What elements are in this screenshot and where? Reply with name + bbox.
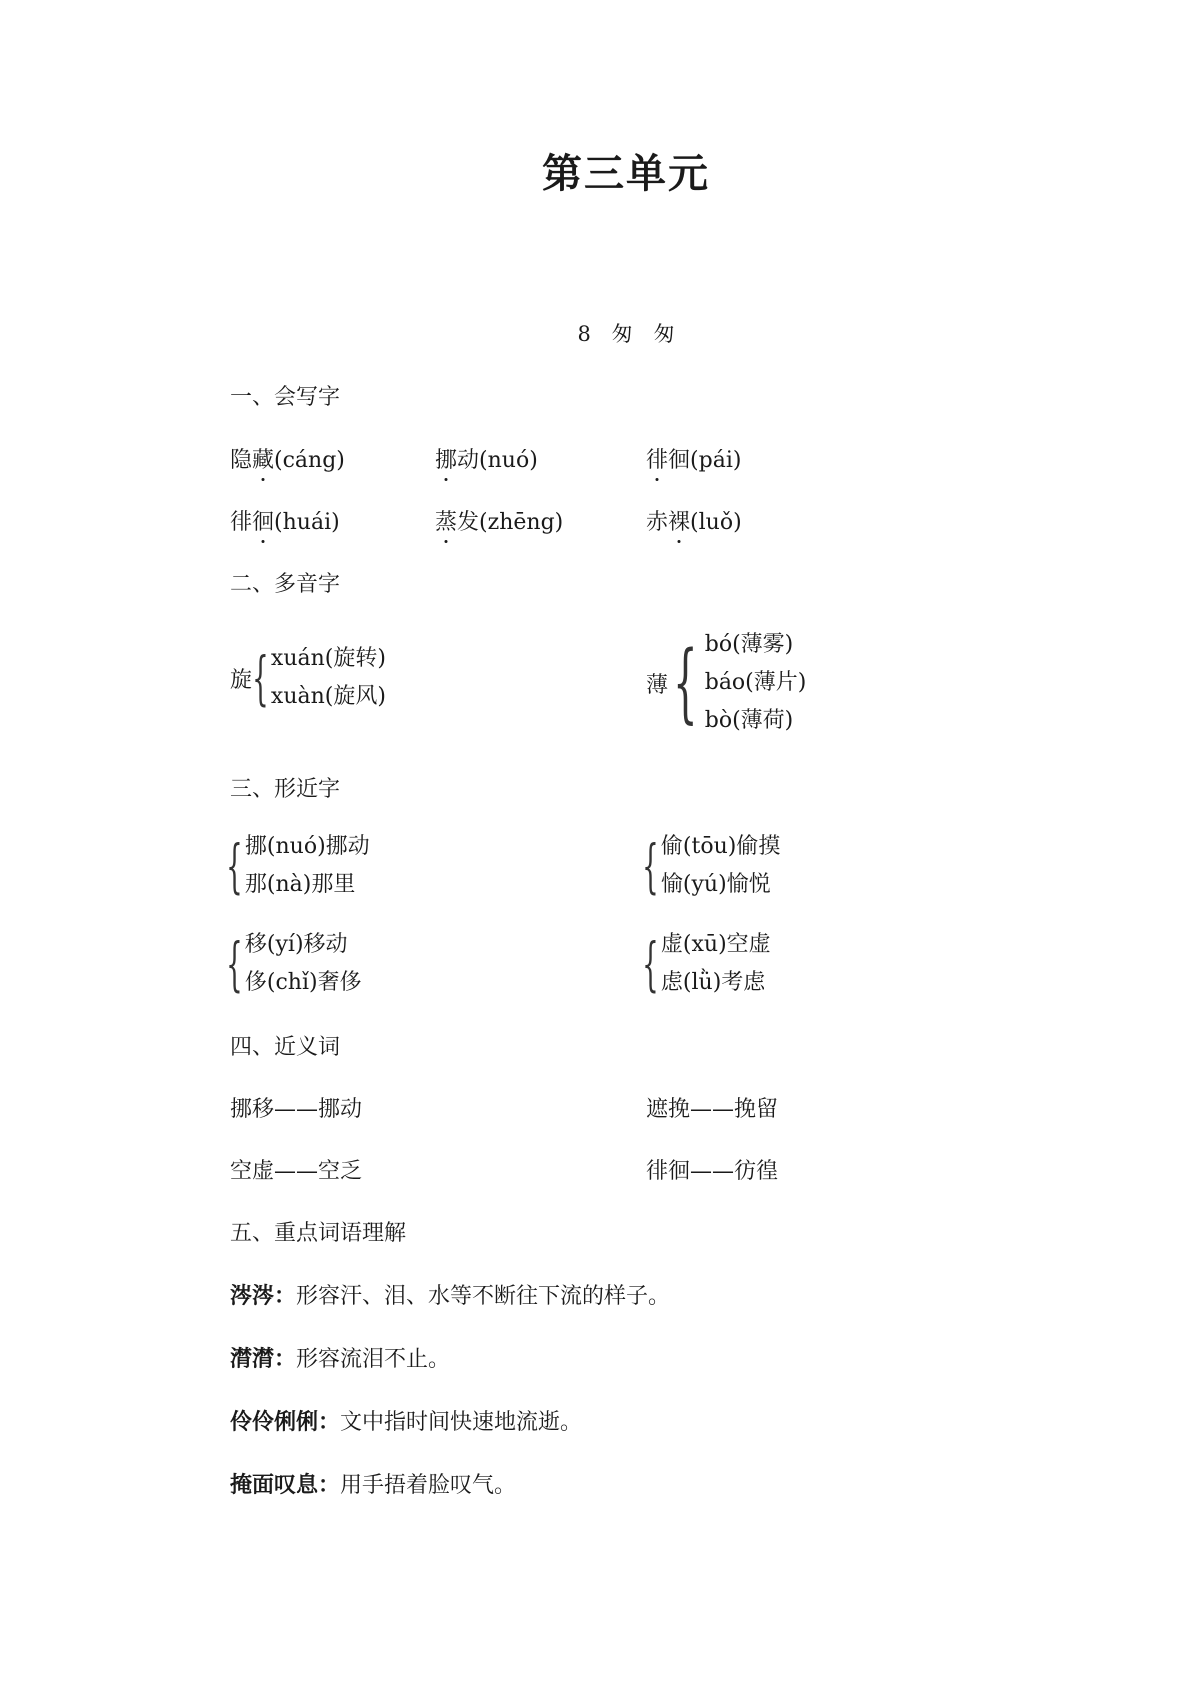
key-word-item: 潸潸：形容流泪不止。 <box>230 1347 451 1372</box>
similar-char-line: 愉(yú)愉悦 <box>660 872 771 897</box>
polyphone-group <box>230 640 386 716</box>
polyphone-reading: báo(薄片) <box>704 670 807 695</box>
similar-char-group <box>642 828 780 904</box>
similar-char-group <box>226 926 362 1002</box>
brace-icon: { <box>673 633 698 733</box>
brace-icon: { <box>226 832 243 900</box>
brace-icon: { <box>642 930 659 998</box>
section-heading-polyphones: 二、多音字 <box>230 572 341 597</box>
section-heading-key-words: 五、重点词语理解 <box>230 1221 407 1246</box>
lesson-title <box>0 318 1191 348</box>
similar-char-group <box>226 828 370 904</box>
unit-title: 第三单元 <box>542 151 710 197</box>
synonym-pair: 空虚——空乏 <box>230 1159 363 1184</box>
section-heading-similar-chars: 三、形近字 <box>230 777 341 802</box>
polyphone-char: 旋 <box>230 667 253 693</box>
key-word-item: 涔涔：形容汗、泪、水等不断往下流的样子。 <box>230 1284 671 1309</box>
polyphone-reading: xuàn(旋风) <box>270 684 386 709</box>
similar-char-line: 那(nà)那里 <box>244 872 356 897</box>
section-heading-synonyms: 四、近义词 <box>230 1035 341 1060</box>
synonym-pair: 挪移——挪动 <box>230 1097 363 1122</box>
brace-icon: { <box>642 832 659 900</box>
write-char-item: 蒸发(zhēng) <box>435 510 564 535</box>
polyphone-reading: bò(薄荷) <box>704 708 794 733</box>
key-word-item: 伶伶俐俐：文中指时间快速地流逝。 <box>230 1410 583 1435</box>
similar-char-line: 挪(nuó)挪动 <box>244 834 370 859</box>
write-char-item: 徘徊(huái) <box>230 510 340 535</box>
polyphone-char: 薄 <box>646 672 669 698</box>
similar-char-line: 虑(lǜ)考虑 <box>660 970 766 995</box>
similar-char-line: 虚(xū)空虚 <box>660 932 771 957</box>
brace-icon: { <box>226 930 243 998</box>
synonym-pair: 徘徊——彷徨 <box>646 1159 779 1184</box>
polyphone-reading: bó(薄雾) <box>704 632 794 657</box>
write-char-item: 赤裸(luǒ) <box>646 510 742 535</box>
synonym-pair: 遮挽——挽留 <box>646 1097 779 1122</box>
section-heading-write-chars: 一、会写字 <box>230 385 341 410</box>
write-char-item: 徘徊(pái) <box>646 448 742 473</box>
polyphone-group <box>646 626 806 740</box>
polyphone-reading: xuán(旋转) <box>270 646 386 671</box>
write-char-item: 隐藏(cáng) <box>230 448 345 473</box>
similar-char-group <box>642 926 771 1002</box>
similar-char-line: 偷(tōu)偷摸 <box>660 834 781 859</box>
key-word-item: 掩面叹息：用手捂着脸叹气。 <box>230 1473 517 1498</box>
lesson-number: 8 <box>577 322 591 346</box>
brace-icon: { <box>252 644 269 712</box>
similar-char-line: 移(yí)移动 <box>244 932 348 957</box>
similar-char-line: 侈(chǐ)奢侈 <box>244 970 362 995</box>
lesson-name: 匆 匆 <box>611 322 675 346</box>
write-char-item: 挪动(nuó) <box>435 448 538 473</box>
